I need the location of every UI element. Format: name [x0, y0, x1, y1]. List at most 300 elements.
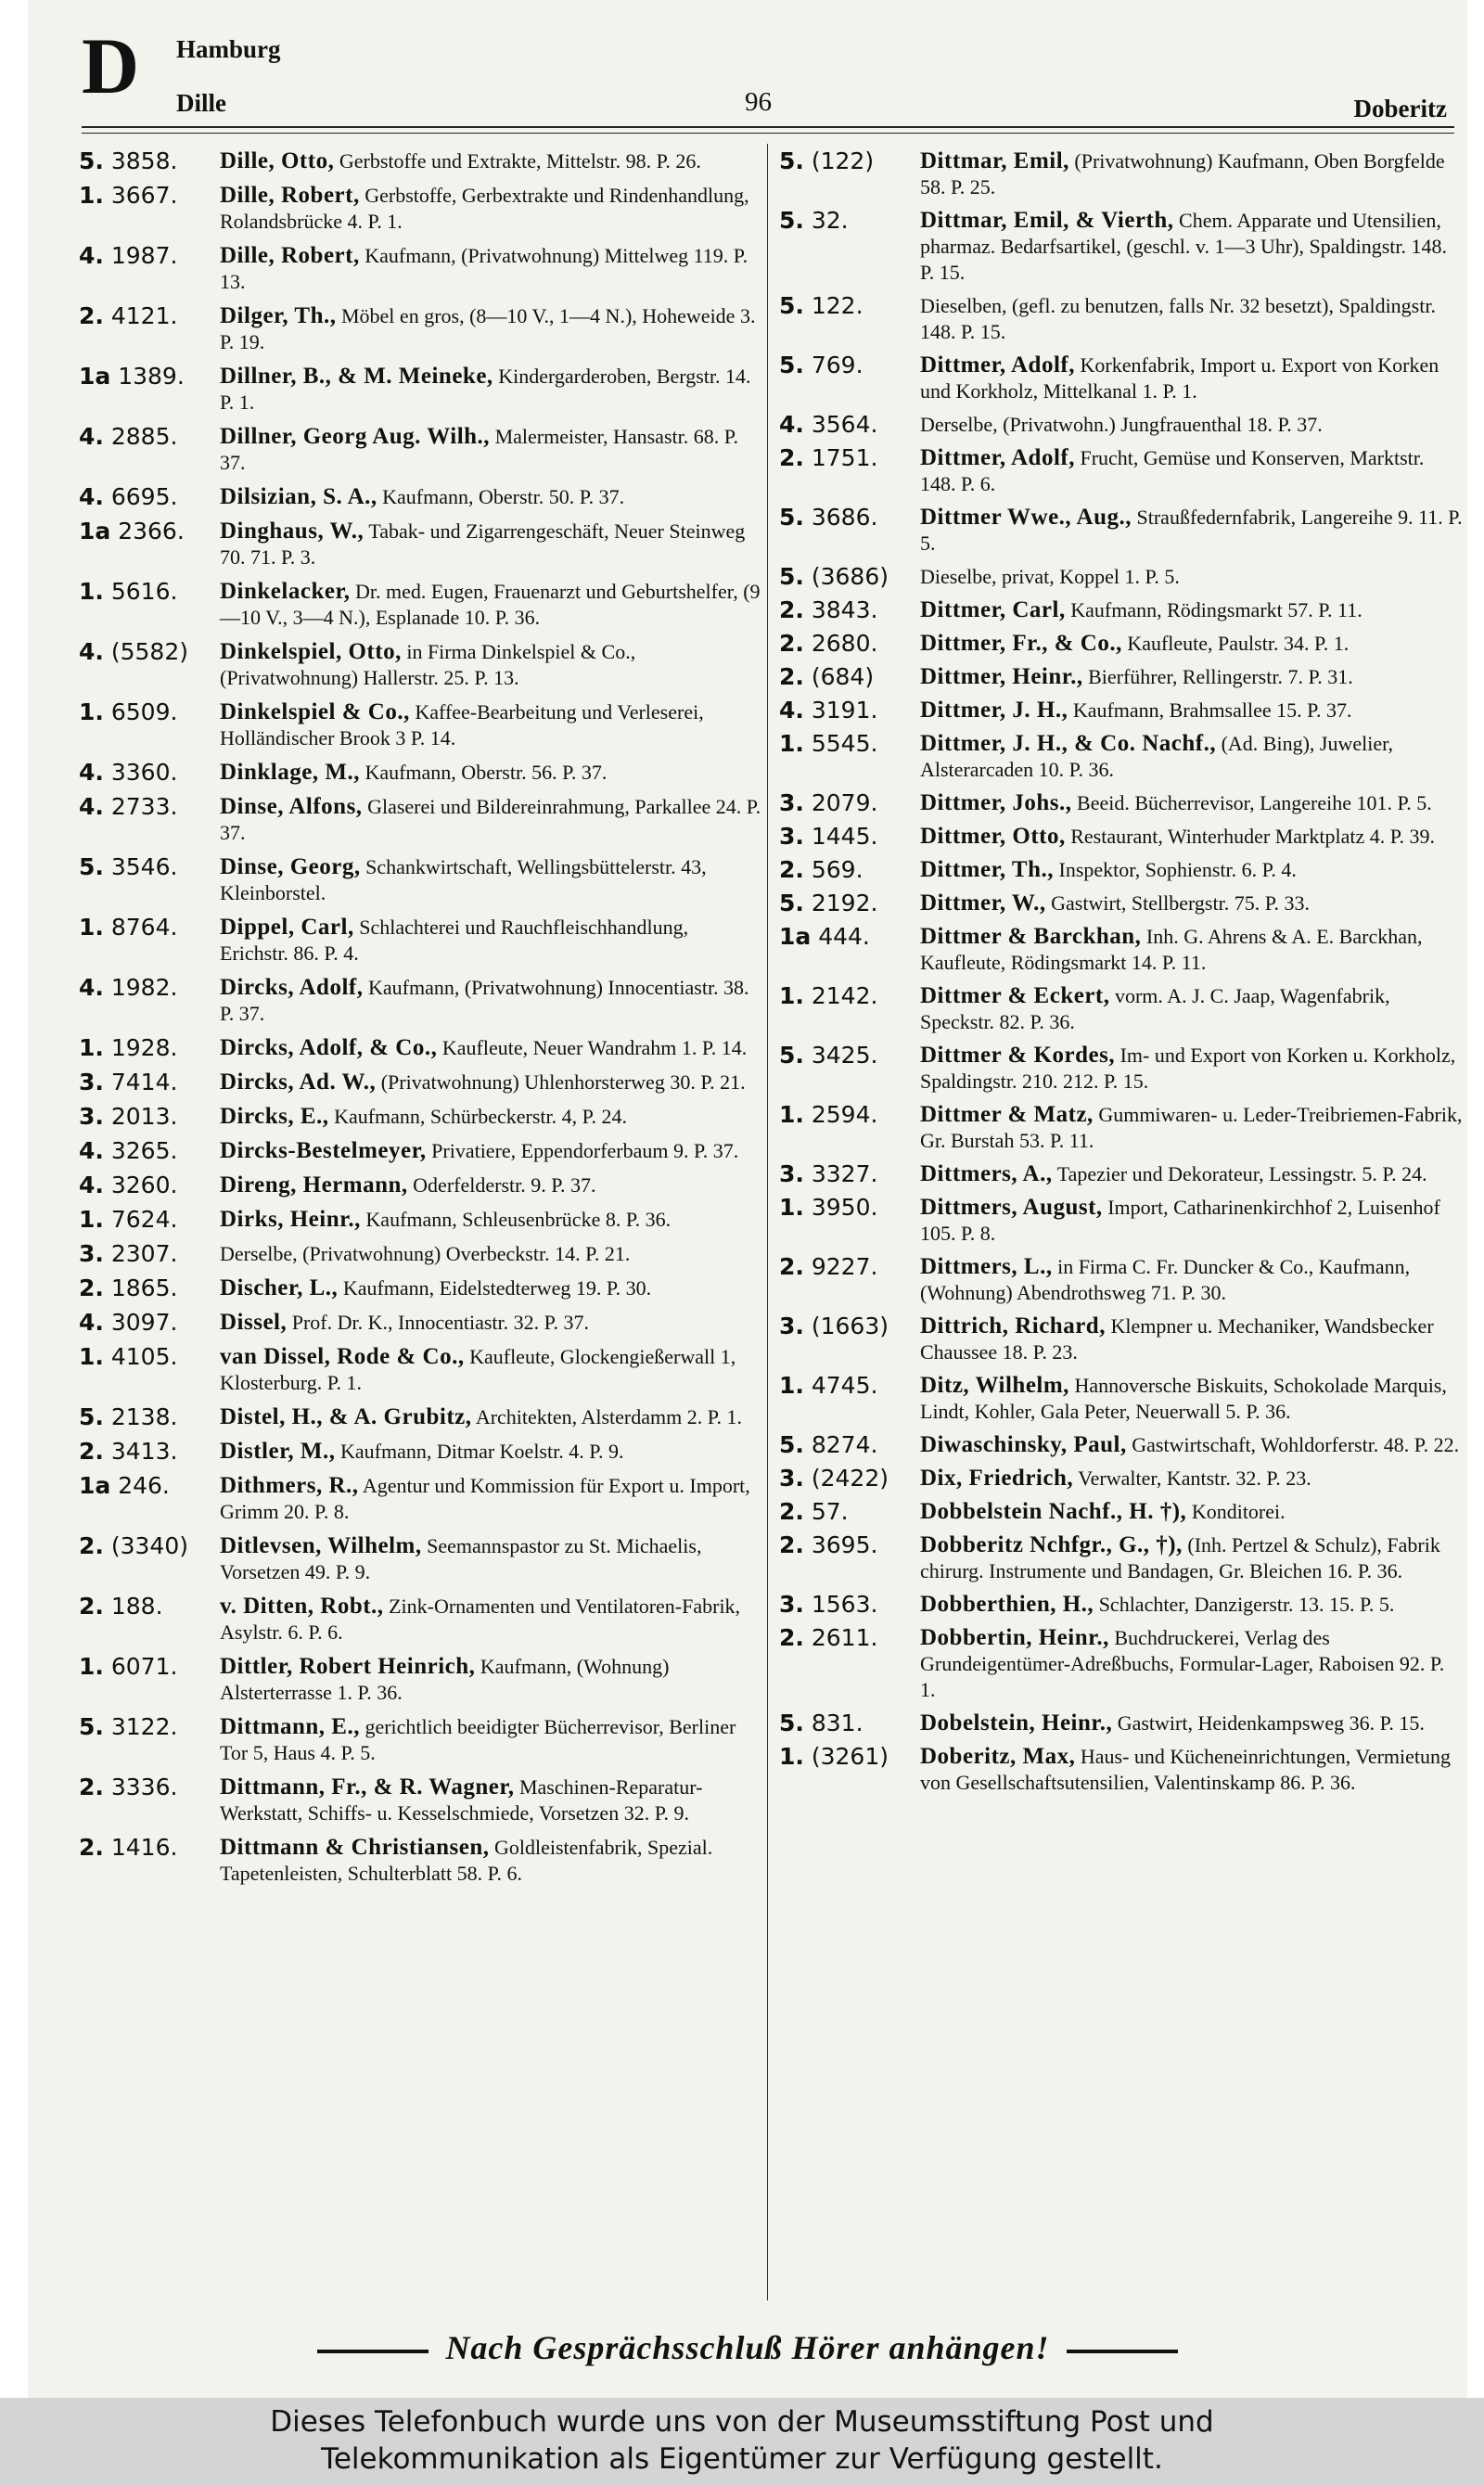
exchange-office: 1. — [79, 1206, 104, 1233]
exchange-office: 4. — [779, 697, 804, 724]
exchange-office: 2. — [779, 1531, 804, 1558]
line-number: 3546. — [110, 853, 178, 880]
line-number: 3097. — [110, 1309, 178, 1336]
line-number: 3265. — [110, 1137, 178, 1164]
phone-number — [79, 1714, 213, 1740]
exchange-office: 4. — [79, 759, 104, 786]
subscriber-details: Dieselbe, privat, Koppel 1. P. 5. — [920, 565, 1180, 588]
directory-entry — [779, 445, 1464, 497]
phone-number — [779, 148, 914, 174]
line-number: 3667. — [110, 182, 178, 209]
footer-slogan — [28, 2328, 1467, 2367]
subscriber-details: Im- und Export von Korken u. Korkholz, Spaldingstr. 210. 212. P. 15. — [920, 1044, 1456, 1093]
line-number: 2079. — [811, 789, 878, 816]
directory-entry — [79, 1035, 761, 1061]
exchange-office: 2. — [79, 1275, 104, 1301]
header-rule-thin — [82, 133, 1454, 134]
phone-number — [79, 1138, 213, 1164]
directory-entry — [779, 1195, 1464, 1247]
line-number: 32. — [811, 207, 849, 234]
directory-entry — [79, 1207, 761, 1233]
line-number: 3122. — [110, 1713, 178, 1740]
line-number: (3261) — [811, 1743, 889, 1770]
line-number: 6695. — [110, 483, 178, 510]
exchange-office: 5. — [79, 1403, 104, 1430]
subscriber-details: Straußfedernfabrik, Langereihe 9. 11. P. 5. — [920, 506, 1463, 555]
exchange-office: 5. — [79, 147, 104, 174]
line-number: 9227. — [811, 1253, 878, 1280]
subscriber-details: Hannoversche Biskuits, Schokolade Marquis, Lindt, Kohler, Gala Peter, Neuerwall 5. P. 36. — [920, 1374, 1447, 1423]
line-number: 4105. — [110, 1343, 178, 1370]
directory-entry — [79, 1344, 761, 1396]
subscriber-details: Kaufmann, Ditmar Koelstr. 4. P. 9. — [340, 1440, 624, 1463]
range-end-heading: Doberitz — [1353, 95, 1447, 122]
line-number: 1751. — [811, 444, 878, 471]
exchange-office: 2. — [79, 1593, 104, 1620]
subscriber-details: Möbel en gros, (8—10 V., 1—4 N.), Hoheweide 3. P. 19. — [220, 304, 756, 353]
directory-entry — [79, 424, 761, 476]
phone-number — [79, 1473, 213, 1499]
directory-entry — [779, 857, 1464, 883]
phone-number — [79, 854, 213, 880]
directory-entry — [779, 890, 1464, 916]
subscriber-name: Dillner, Georg Aug. Wilh., — [220, 424, 491, 449]
subscriber-details: Dieselben, (gefl. zu benutzen, falls Nr. 32 besetzt), Spaldingstr. 148. P. 15. — [920, 294, 1436, 343]
phone-number — [779, 1313, 914, 1339]
line-number: 3695. — [811, 1531, 878, 1558]
directory-entry — [779, 1592, 1464, 1618]
exchange-office: 3. — [79, 1069, 104, 1095]
subscriber-name: Dittmer, J. H., — [920, 698, 1068, 723]
phone-number — [79, 1533, 213, 1559]
line-number: 3327. — [811, 1160, 878, 1187]
phone-number — [79, 183, 213, 209]
subscriber-details: Kaufleute, Neuer Wandrahm 1. P. 14. — [441, 1036, 748, 1059]
line-number: 188. — [110, 1593, 163, 1620]
phone-number — [779, 890, 914, 916]
subscriber-details: Privatiere, Eppendorferbaum 9. P. 37. — [431, 1139, 739, 1162]
directory-entry — [79, 1533, 761, 1585]
phone-number — [79, 579, 213, 605]
line-number: 3336. — [110, 1774, 178, 1800]
phone-number — [79, 1594, 213, 1620]
subscriber-name: Dittmer Wwe., Aug., — [920, 505, 1132, 530]
exchange-office: 5. — [779, 890, 804, 916]
phone-number — [779, 1254, 914, 1280]
subscriber-details: Korkenfabrik, Import u. Export von Korken und Korkholz, Mittelkanal 1. P. 1. — [920, 353, 1439, 403]
phone-number — [79, 1104, 213, 1130]
exchange-office: 1a — [79, 1472, 111, 1499]
exchange-office: 3. — [779, 823, 804, 850]
line-number: 2192. — [811, 890, 878, 916]
line-number: 3858. — [110, 147, 178, 174]
subscriber-details: Bierführer, Rellingerstr. 7. P. 31. — [1088, 665, 1353, 688]
subscriber-name: v. Ditten, Robt., — [220, 1594, 384, 1619]
exchange-office: 1a — [779, 923, 812, 950]
directory-entry — [779, 352, 1464, 404]
subscriber-name: Dilsizian, S. A., — [220, 484, 377, 509]
line-number: 2733. — [110, 793, 178, 820]
subscriber-name: Dissel, — [220, 1310, 288, 1335]
subscriber-details: Kindergarderoben, Bergstr. 14. P. 1. — [220, 365, 751, 414]
phone-number — [779, 631, 914, 657]
line-number: 3843. — [811, 596, 878, 623]
exchange-office: 1. — [779, 982, 804, 1009]
subscriber-details: vorm. A. J. C. Jaap, Wagenfabrik, Speckstr. 82. P. 36. — [920, 984, 1390, 1033]
phone-number — [79, 1172, 213, 1198]
subscriber-name: Dithmers, R., — [220, 1473, 359, 1498]
subscriber-name: Dittmer & Barckhan, — [920, 924, 1142, 949]
line-number: 1928. — [110, 1034, 178, 1061]
directory-entry — [779, 208, 1464, 286]
subscriber-details: Inspektor, Sophienstr. 6. P. 4. — [1058, 858, 1297, 881]
directory-entry — [779, 1313, 1464, 1365]
subscriber-details: Restaurant, Winterhuder Marktplatz 4. P. 39. — [1070, 825, 1436, 848]
subscriber-details: Gastwirt, Heidenkampsweg 36. P. 15. — [1117, 1711, 1425, 1735]
subscriber-name: Dittmer, Carl, — [920, 597, 1066, 622]
exchange-office: 3. — [779, 1160, 804, 1187]
line-number: (2422) — [811, 1465, 889, 1492]
directory-entry — [79, 1714, 761, 1766]
line-number: 2138. — [110, 1403, 178, 1430]
subscriber-name: Distel, H., & A. Grubitz, — [220, 1404, 472, 1429]
subscriber-name: Dobberitz Nchfgr., G., †), — [920, 1532, 1183, 1557]
exchange-office: 1. — [779, 730, 804, 757]
subscriber-name: Dittmer, Adolf, — [920, 445, 1075, 470]
line-number: 769. — [811, 352, 864, 378]
caption-line-1: Dieses Telefonbuch wurde uns von der Museumsstiftung Post und — [270, 2405, 1214, 2439]
subscriber-details: (Privatwohnung) Uhlenhorsterweg 30. P. 21. — [380, 1070, 746, 1094]
subscriber-name: Dittmers, L., — [920, 1254, 1053, 1279]
phone-number — [779, 1532, 914, 1558]
directory-entry — [779, 564, 1464, 590]
directory-entry — [779, 983, 1464, 1035]
directory-entry — [79, 854, 761, 906]
line-number: 2366. — [118, 518, 185, 544]
subscriber-details: Seemannspastor zu St. Michaelis, Vorsetzen 49. P. 9. — [220, 1534, 702, 1583]
subscriber-details: Kaffee-Bearbeitung und Verleserei, Holländischer Brook 3 P. 14. — [220, 700, 704, 749]
subscriber-name: Ditlevsen, Wilhelm, — [220, 1533, 422, 1558]
subscriber-name: Dittmann, E., — [220, 1714, 360, 1739]
exchange-office: 5. — [779, 292, 804, 319]
line-number: 2611. — [811, 1624, 878, 1651]
phone-number — [79, 424, 213, 450]
subscriber-name: Dille, Robert, — [220, 243, 360, 268]
subscriber-details: Import, Catharinenkirchhof 2, Luisenhof 105. P. 8. — [920, 1196, 1440, 1245]
directory-entry — [79, 1835, 761, 1887]
line-number: 5616. — [110, 578, 178, 605]
phone-number — [79, 1774, 213, 1800]
phone-number — [779, 505, 914, 531]
subscriber-name: Distler, M., — [220, 1439, 336, 1464]
exchange-office: 1. — [79, 1034, 104, 1061]
line-number: 122. — [811, 292, 864, 319]
directory-entry — [79, 1138, 761, 1164]
exchange-office: 5. — [779, 147, 804, 174]
directory-entry — [779, 1466, 1464, 1492]
phone-number — [79, 699, 213, 725]
line-number: (5582) — [110, 638, 188, 665]
subscriber-details: Kaufmann, Eidelstedterweg 19. P. 30. — [342, 1276, 652, 1300]
line-number: 2142. — [811, 982, 878, 1009]
directory-entry — [79, 1404, 761, 1430]
phone-number — [779, 564, 914, 590]
subscriber-details: Haus- und Kücheneinrichtungen, Vermietung von Gesellschaftsutensilien, Valentinskamp 86. P. 36. — [920, 1745, 1452, 1794]
phone-number — [779, 1466, 914, 1492]
subscriber-details: Malermeister, Hansastr. 68. P. 37. — [220, 425, 739, 474]
phone-number — [79, 760, 213, 786]
subscriber-name: Dittler, Robert Heinrich, — [220, 1654, 476, 1679]
phone-number — [79, 1070, 213, 1095]
phone-number — [79, 1035, 213, 1061]
exchange-office: 2. — [779, 1498, 804, 1525]
phone-number — [79, 1835, 213, 1861]
phone-number — [779, 1744, 914, 1770]
directory-entry — [79, 148, 761, 174]
exchange-office: 3. — [779, 1591, 804, 1618]
directory-entry — [779, 924, 1464, 976]
line-number: 444. — [818, 923, 870, 950]
exchange-office: 3. — [779, 1313, 804, 1339]
phone-number — [779, 208, 914, 234]
exchange-office: 2. — [779, 1624, 804, 1651]
subscriber-details: (Privatwohnung) Kaufmann, Oben Borgfelde 58. P. 25. — [920, 149, 1445, 199]
directory-entry — [779, 1432, 1464, 1458]
subscriber-details: Kaufmann, (Privatwohnung) Mittelweg 119. P. 13. — [220, 244, 748, 293]
slogan-rule-right — [1067, 2350, 1178, 2353]
line-number: 3950. — [811, 1194, 878, 1221]
directory-entry — [779, 1373, 1464, 1425]
ownership-caption — [0, 2398, 1484, 2485]
phone-number — [779, 1195, 914, 1221]
exchange-office: 1. — [79, 914, 104, 941]
subscriber-details: Tapezier und Dekorateur, Lessingstr. 5. P. 24. — [1056, 1162, 1427, 1185]
phone-number — [779, 1161, 914, 1187]
exchange-office: 5. — [79, 853, 104, 880]
phone-number — [779, 1102, 914, 1128]
directory-entry — [79, 183, 761, 235]
line-number: 3425. — [811, 1042, 878, 1069]
directory-entry — [79, 975, 761, 1027]
exchange-office: 5. — [779, 563, 804, 590]
subscriber-details: Kaufmann, (Wohnung) Alsterterrasse 1. P. 36. — [220, 1655, 670, 1704]
subscriber-name: van Dissel, Rode & Co., — [220, 1344, 465, 1369]
subscriber-name: Dinse, Alfons, — [220, 794, 363, 819]
line-number: 1416. — [110, 1834, 178, 1861]
page-number: 96 — [745, 87, 772, 117]
directory-entry — [79, 1594, 761, 1646]
phone-number — [79, 1275, 213, 1301]
phone-number — [779, 857, 914, 883]
exchange-office: 2. — [779, 856, 804, 883]
exchange-office: 1. — [79, 578, 104, 605]
directory-entry — [779, 1161, 1464, 1187]
subscriber-details: Gerbstoffe, Gerbextrakte und Rindenhandlung, Rolandsbrücke 4. P. 1. — [220, 184, 749, 233]
exchange-office: 1. — [779, 1743, 804, 1770]
exchange-office: 2. — [79, 1438, 104, 1465]
subscriber-details: Kaufleute, Glockengießerwall 1, Klosterburg. P. 1. — [220, 1345, 736, 1394]
exchange-office: 1. — [79, 1653, 104, 1680]
exchange-office: 3. — [79, 1103, 104, 1130]
exchange-office: 2. — [779, 630, 804, 657]
line-number: 2680. — [811, 630, 878, 657]
subscriber-name: Dobbelstein Nachf., H. †), — [920, 1499, 1187, 1524]
exchange-office: 1. — [79, 1343, 104, 1370]
directory-entry — [79, 364, 761, 416]
exchange-office: 5. — [779, 207, 804, 234]
exchange-office: 4. — [79, 974, 104, 1001]
line-number: 57. — [811, 1498, 849, 1525]
directory-entry — [779, 824, 1464, 850]
subscriber-details: Dr. med. Eugen, Frauenarzt und Geburtshelfer, (9—10 V., 3—4 N.), Esplanade 10. P. 36. — [220, 580, 761, 629]
directory-entry — [79, 1275, 761, 1301]
exchange-office: 1. — [779, 1194, 804, 1221]
exchange-office: 2. — [779, 1253, 804, 1280]
exchange-office: 4. — [79, 1309, 104, 1336]
phone-number — [79, 1344, 213, 1370]
subscriber-details: Kaufmann, Oberstr. 56. P. 37. — [365, 761, 608, 784]
line-number: 2307. — [110, 1240, 178, 1267]
exchange-office: 3. — [79, 1240, 104, 1267]
subscriber-name: Dittmer & Kordes, — [920, 1043, 1116, 1068]
subscriber-details: Konditorei. — [1191, 1500, 1286, 1523]
line-number: 6071. — [110, 1653, 178, 1680]
header-rule — [82, 126, 1454, 128]
exchange-office: 4. — [79, 242, 104, 269]
directory-entry — [79, 1070, 761, 1095]
subscriber-details: Oderfelderstr. 9. P. 37. — [413, 1173, 596, 1197]
subscriber-name: Dinse, Georg, — [220, 854, 361, 879]
subscriber-details: Buchdruckerei, Verlag des Grundeigentümer-Adreßbuchs, Formular-Lager, Raboisen 92. P. 1. — [920, 1626, 1445, 1701]
subscriber-details: Zink-Ornamenten und Ventilatoren-Fabrik, Asylstr. 6. P. 6. — [220, 1595, 741, 1644]
exchange-office: 4. — [79, 1137, 104, 1164]
phone-number — [779, 924, 914, 950]
subscriber-details: Frucht, Gemüse und Konserven, Marktstr. 148. P. 6. — [920, 446, 1425, 495]
exchange-office: 5. — [779, 504, 804, 531]
phone-number — [79, 484, 213, 510]
right-column — [779, 148, 1464, 1803]
subscriber-name: Dilger, Th., — [220, 303, 337, 328]
subscriber-name: Direng, Hermann, — [220, 1172, 408, 1198]
subscriber-name: Dittmer, Th., — [920, 857, 1054, 882]
subscriber-name: Dittmer, Johs., — [920, 790, 1072, 815]
phone-number — [779, 664, 914, 690]
line-number: 1982. — [110, 974, 178, 1001]
subscriber-name: Discher, L., — [220, 1275, 339, 1300]
phone-number — [79, 975, 213, 1001]
line-number: 2885. — [110, 423, 178, 450]
line-number: (3686) — [811, 563, 889, 590]
subscriber-details: Kaufmann, Oberstr. 50. P. 37. — [382, 485, 625, 508]
phone-number — [79, 1241, 213, 1267]
subscriber-name: Doberitz, Max, — [920, 1744, 1076, 1769]
directory-entry — [779, 412, 1464, 438]
subscriber-details: Beeid. Bücherrevisor, Langereihe 101. P. 5. — [1077, 791, 1432, 814]
directory-entry — [779, 1102, 1464, 1154]
line-number: 569. — [811, 856, 864, 883]
phone-number — [779, 1625, 914, 1651]
line-number: 6509. — [110, 698, 178, 725]
phone-number — [779, 1710, 914, 1736]
exchange-office: 4. — [79, 1172, 104, 1198]
subscriber-details: (Ad. Bing), Juwelier, Alsterarcaden 10. P. 36. — [920, 732, 1394, 781]
directory-entry — [779, 1710, 1464, 1736]
subscriber-name: Dille, Otto, — [220, 148, 335, 173]
directory-entry — [79, 1473, 761, 1525]
subscriber-name: Dobberthien, H., — [920, 1592, 1094, 1617]
subscriber-name: Dittrich, Richard, — [920, 1313, 1106, 1339]
exchange-office: 3. — [779, 789, 804, 816]
subscriber-name: Dittmann, Fr., & R. Wagner, — [220, 1774, 515, 1800]
line-number: 3260. — [110, 1172, 178, 1198]
subscriber-details: Gastwirtschaft, Wohldorferstr. 48. P. 22. — [1132, 1433, 1460, 1456]
subscriber-details: Derselbe, (Privatwohn.) Jungfrauenthal 18. P. 37. — [920, 413, 1323, 436]
subscriber-name: Dittmer, W., — [920, 890, 1046, 916]
exchange-office: 2. — [779, 596, 804, 623]
exchange-office: 2. — [79, 1532, 104, 1559]
subscriber-name: Diwaschinsky, Paul, — [920, 1432, 1127, 1457]
phone-number — [79, 1654, 213, 1680]
section-letter: D — [82, 21, 140, 110]
directory-entry — [79, 1172, 761, 1198]
subscriber-name: Dippel, Carl, — [220, 915, 354, 940]
caption-line-2: Telekommunikation als Eigentümer zur Verfügung gestellt. — [321, 2442, 1163, 2476]
subscriber-details: in Firma Dinkelspiel & Co., (Privatwohnung) Hallerstr. 25. P. 13. — [220, 640, 636, 689]
subscriber-name: Dittmer, Fr., & Co., — [920, 631, 1122, 656]
phone-number — [79, 1404, 213, 1430]
directory-entry — [779, 148, 1464, 200]
phone-number — [779, 1499, 914, 1525]
exchange-office: 1. — [779, 1101, 804, 1128]
line-number: 246. — [118, 1472, 170, 1499]
subscriber-name: Dobelstein, Heinr., — [920, 1710, 1113, 1736]
phone-number — [79, 1439, 213, 1465]
exchange-office: 4. — [79, 638, 104, 665]
directory-entry — [79, 1439, 761, 1465]
directory-entry — [779, 1532, 1464, 1584]
phone-number — [79, 148, 213, 174]
subscriber-name: Dittmer & Eckert, — [920, 983, 1110, 1008]
exchange-office: 5. — [779, 1710, 804, 1736]
directory-page — [28, 0, 1467, 2398]
subscriber-name: Dobbertin, Heinr., — [920, 1625, 1109, 1650]
subscriber-details: Derselbe, (Privatwohnung) Overbeckstr. 14. P. 21. — [220, 1242, 631, 1265]
directory-entry — [779, 631, 1464, 657]
directory-entry — [79, 915, 761, 967]
exchange-office: 2. — [79, 1834, 104, 1861]
phone-number — [79, 243, 213, 269]
exchange-office: 4. — [79, 423, 104, 450]
line-number: (122) — [811, 147, 875, 174]
slogan-rule-left — [317, 2350, 429, 2353]
subscriber-name: Dittmers, A., — [920, 1161, 1053, 1186]
subscriber-name: Dinkelacker, — [220, 579, 351, 604]
directory-entry — [79, 484, 761, 510]
phone-number — [779, 597, 914, 623]
slogan-text: Nach Gesprächsschluß Hörer anhängen! — [445, 2329, 1050, 2366]
left-column — [79, 148, 761, 1895]
phone-number — [779, 1432, 914, 1458]
subscriber-details: (Inh. Pertzel & Schulz), Fabrik chirurg. Instrumente und Bandagen, Gr. Bleichen 16. P. 36. — [920, 1533, 1440, 1582]
phone-number — [79, 915, 213, 941]
directory-entry — [79, 303, 761, 355]
directory-entry — [79, 1104, 761, 1130]
subscriber-name: Dinghaus, W., — [220, 519, 365, 544]
phone-number — [779, 790, 914, 816]
subscriber-name: Dittmar, Emil, — [920, 148, 1069, 173]
subscriber-details: Chem. Apparate und Utensilien, pharmaz. Bedarfsartikel, (geschl. v. 1—3 Uhr), Spaldingstr. 148. P. 15. — [920, 209, 1447, 284]
directory-entry — [79, 699, 761, 751]
